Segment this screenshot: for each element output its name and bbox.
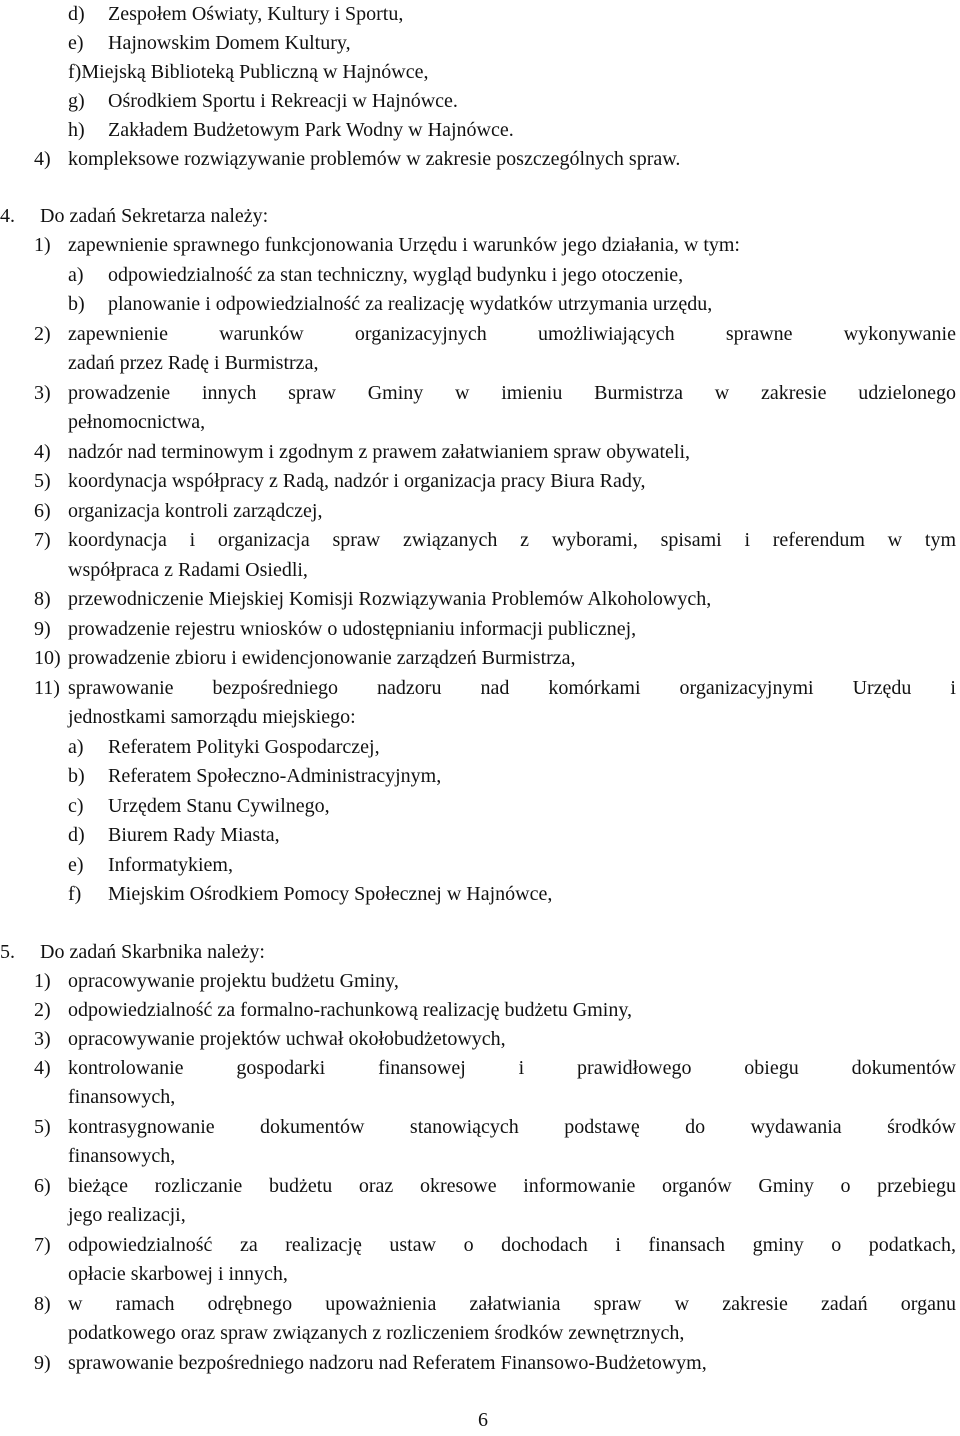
section-heading (0, 938, 960, 968)
list-item-text: opracowywanie projektów uchwał okołobudżetowych, (68, 1028, 506, 1050)
list-item-continuation (0, 408, 960, 438)
list-item (0, 58, 960, 88)
list-item-marker: 9) (34, 618, 51, 640)
list-item-marker: 7) (34, 1234, 51, 1256)
list-item-text: podatkowego oraz spraw związanych z rozliczeniem środków zewnętrznych, (68, 1322, 685, 1344)
list-item-continuation (0, 556, 960, 586)
list-item-continuation (0, 1260, 960, 1290)
list-item-text: jednostkami samorządu miejskiego: (68, 706, 356, 728)
list-item (0, 792, 960, 822)
list-item (0, 261, 960, 291)
list-item-marker: 7) (34, 529, 51, 551)
list-item-marker: 1) (34, 970, 51, 992)
list-item (0, 1025, 960, 1055)
list-item-text: zapewnienie sprawnego funkcjonowania Urzędu i warunków jego działania, w tym: (68, 234, 740, 256)
list-item (0, 585, 960, 615)
list-item-marker: 8) (34, 1293, 51, 1315)
list-item (0, 0, 960, 30)
list-item-marker: 11) (34, 677, 60, 699)
list-item (0, 467, 960, 497)
list-item-text: Hajnowskim Domem Kultury, (108, 32, 351, 54)
page-number: 6 (478, 1409, 488, 1431)
list-item-continuation (0, 349, 960, 379)
list-item (0, 87, 960, 117)
list-item-text: opłacie skarbowej i innych, (68, 1263, 288, 1285)
list-item-text: pełnomocnictwa, (68, 411, 206, 433)
list-item-text: odpowiedzialność za stan techniczny, wygląd budynku i jego otoczenie, (108, 264, 684, 286)
list-item (0, 615, 960, 645)
list-item (0, 379, 960, 409)
list-item (0, 733, 960, 763)
list-item-marker: 6) (34, 500, 51, 522)
list-item-text: w ramach odrębnego upoważnienia załatwiania spraw w zakresie zadań organu (68, 1293, 956, 1315)
list-item (0, 967, 960, 997)
list-item (0, 526, 960, 556)
list-item-marker: d) (68, 3, 85, 25)
list-item-continuation (0, 1201, 960, 1231)
list-item-marker: c) (68, 795, 84, 817)
list-item-text: kompleksowe rozwiązywanie problemów w zakresie poszczególnych spraw. (68, 148, 681, 170)
section-heading (0, 202, 960, 232)
list-item-continuation (0, 703, 960, 733)
list-item-text: nadzór nad terminowym i zgodnym z prawem załatwianiem spraw obywateli, (68, 441, 691, 463)
list-item (0, 290, 960, 320)
list-item-marker: h) (68, 119, 85, 141)
list-item-text: Ośrodkiem Sportu i Rekreacji w Hajnówce. (108, 90, 458, 112)
list-item-text: prowadzenie zbioru i ewidencjonowanie zarządzeń Burmistrza, (68, 647, 576, 669)
list-item-marker: 9) (34, 1352, 51, 1374)
list-item (0, 116, 960, 146)
list-item-text: Biurem Rady Miasta, (108, 824, 280, 846)
list-item (0, 1290, 960, 1320)
list-item-text: koordynacja i organizacja spraw związanych z wyborami, spisami i referendum w tym (68, 529, 956, 551)
list-item (0, 674, 960, 704)
list-item-text: opracowywanie projektu budżetu Gminy, (68, 970, 399, 992)
list-item-marker: 10) (34, 647, 61, 669)
list-item-marker: 2) (34, 999, 51, 1021)
list-item-text: finansowych, (68, 1086, 176, 1108)
list-item-marker: e) (68, 854, 84, 876)
section-number: 4. (0, 205, 15, 227)
list-item-text: Miejskim Ośrodkiem Pomocy Społecznej w Hajnówce, (108, 883, 553, 905)
list-item-marker: d) (68, 824, 85, 846)
list-item (0, 1231, 960, 1261)
list-item-text: Zespołem Oświaty, Kultury i Sportu, (108, 3, 404, 25)
list-item-text: f)Miejską Biblioteką Publiczną w Hajnówce, (68, 61, 429, 83)
list-item (0, 644, 960, 674)
list-item-marker: 3) (34, 1028, 51, 1050)
list-item-marker: a) (68, 264, 84, 286)
list-item-text: jego realizacji, (68, 1204, 186, 1226)
list-item-text: sprawowanie bezpośredniego nadzoru nad komórkami organizacyjnymi Urzędu i (68, 677, 956, 699)
list-item (0, 762, 960, 792)
list-item-continuation (0, 1142, 960, 1172)
list-item (0, 231, 960, 261)
list-item-text: koordynacja współpracy z Radą, nadzór i organizacja pracy Biura Rady, (68, 470, 646, 492)
list-item-text: kontrolowanie gospodarki finansowej i prawidłowego obiegu dokumentów (68, 1057, 956, 1079)
list-item-continuation (0, 1083, 960, 1113)
list-item-continuation (0, 1319, 960, 1349)
list-item-marker: 1) (34, 234, 51, 256)
list-item-marker: 2) (34, 323, 51, 345)
list-item (0, 145, 960, 175)
list-item-text: Informatykiem, (108, 854, 233, 876)
list-item (0, 1172, 960, 1202)
list-item-marker: b) (68, 293, 85, 315)
list-item (0, 1113, 960, 1143)
list-item-text: planowanie i odpowiedzialność za realizację wydatków utrzymania urzędu, (108, 293, 713, 315)
list-item (0, 438, 960, 468)
list-item-text: zadań przez Radę i Burmistrza, (68, 352, 319, 374)
list-item-text: Zakładem Budżetowym Park Wodny w Hajnówce. (108, 119, 514, 141)
list-item-text: bieżące rozliczanie budżetu oraz okresowe informowanie organów Gminy o przebiegu (68, 1175, 956, 1197)
list-item-marker: 4) (34, 148, 51, 170)
list-item-text: organizacja kontroli zarządczej, (68, 500, 323, 522)
section-title: Do zadań Sekretarza należy: (40, 205, 269, 227)
list-item-marker: 4) (34, 1057, 51, 1079)
section-title: Do zadań Skarbnika należy: (40, 941, 265, 963)
list-item-marker: a) (68, 736, 84, 758)
list-item (0, 497, 960, 527)
list-item-text: Referatem Polityki Gospodarczej, (108, 736, 380, 758)
list-item (0, 29, 960, 59)
list-item-marker: 3) (34, 382, 51, 404)
list-item-marker: 5) (34, 1116, 51, 1138)
list-item-marker: f) (68, 883, 82, 905)
list-item-marker: 8) (34, 588, 51, 610)
list-item (0, 851, 960, 881)
list-item-marker: 4) (34, 441, 51, 463)
list-item (0, 821, 960, 851)
list-item-text: sprawowanie bezpośredniego nadzoru nad Referatem Finansowo-Budżetowym, (68, 1352, 707, 1374)
list-item (0, 320, 960, 350)
list-item-marker: 6) (34, 1175, 51, 1197)
list-item (0, 1054, 960, 1084)
list-item-text: Referatem Społeczno-Administracyjnym, (108, 765, 442, 787)
list-item-text: odpowiedzialność za formalno-rachunkową realizację budżetu Gminy, (68, 999, 633, 1021)
list-item-text: prowadzenie rejestru wniosków o udostępnianiu informacji publicznej, (68, 618, 637, 640)
list-item (0, 880, 960, 910)
section-number: 5. (0, 941, 15, 963)
list-item-marker: 5) (34, 470, 51, 492)
list-item-text: prowadzenie innych spraw Gminy w imieniu Burmistrza w zakresie udzielonego (68, 382, 956, 404)
list-item-text: finansowych, (68, 1145, 176, 1167)
list-item-text: zapewnienie warunków organizacyjnych umożliwiających sprawne wykonywanie (68, 323, 956, 345)
list-item-text: odpowiedzialność za realizację ustaw o dochodach i finansach gminy o podatkach, (68, 1234, 956, 1256)
list-item-marker: e) (68, 32, 84, 54)
list-item (0, 1349, 960, 1379)
list-item-text: współpraca z Radami Osiedli, (68, 559, 308, 581)
list-item-text: kontrasygnowanie dokumentów stanowiących podstawę do wydawania środków (68, 1116, 956, 1138)
list-item-marker: b) (68, 765, 85, 787)
list-item (0, 996, 960, 1026)
list-item-text: Urzędem Stanu Cywilnego, (108, 795, 330, 817)
list-item-text: przewodniczenie Miejskiej Komisji Rozwiązywania Problemów Alkoholowych, (68, 588, 712, 610)
list-item-marker: g) (68, 90, 85, 112)
